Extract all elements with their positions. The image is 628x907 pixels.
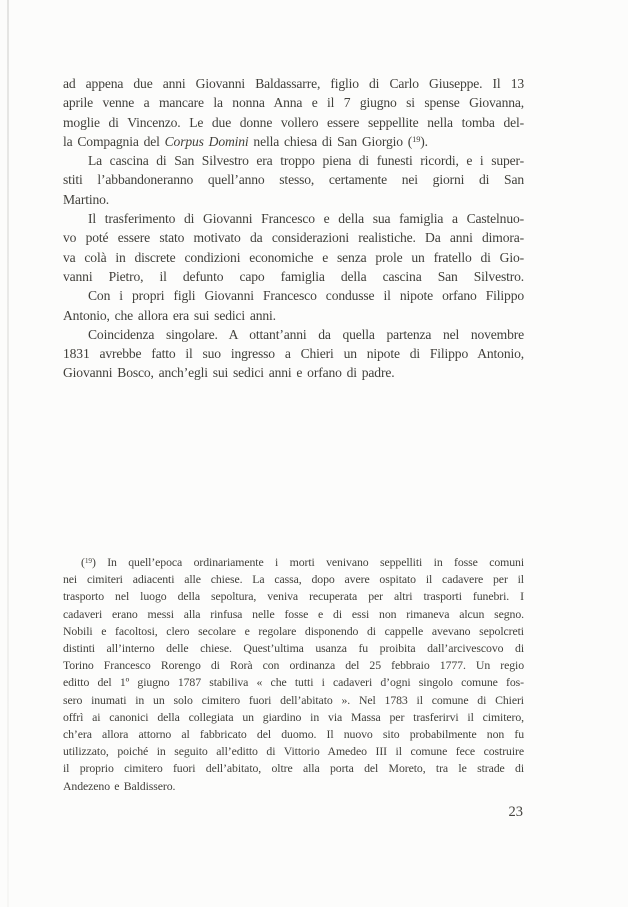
paragraph-2 — [63, 151, 524, 209]
page-number: 23 — [508, 804, 523, 820]
text-line: Con i propri figli Giovanni Francesco condusse il nipote orfano Filippo — [88, 288, 524, 304]
text-line: Giovanni Bosco, anch’egli sui sedici anni e orfano di padre. — [63, 365, 395, 381]
footnote-block — [63, 554, 524, 795]
text-line: Il trasferimento di Giovanni Francesco e della sua famiglia a Castelnuo- — [88, 211, 524, 227]
paragraph-5 — [63, 325, 524, 383]
text-line: Antonio, che allora era sui sedici anni. — [63, 307, 276, 323]
text-line: va colà in discrete condizioni economiche e senza prole un fratello di Gio- — [63, 249, 524, 265]
text-segment: ). — [420, 133, 428, 149]
main-text-block — [63, 74, 524, 383]
footnote-line: sero inumati in un solo cimitero fuori dell’abitato ». Nel 1783 il comune di Chieri — [63, 692, 524, 707]
italic-phrase: Corpus Domini — [164, 133, 249, 149]
text-line: Coincidenza singolare. A ottant’anni da quella partenza nel novembre — [88, 326, 524, 342]
scan-edge-artifact — [7, 0, 9, 907]
footnote-line — [63, 554, 524, 571]
footnote-number: 19 — [84, 555, 92, 565]
footnote-line: nei cimiteri adiacenti alle chiese. La cassa, dopo avere ospitato il cadavere per il — [63, 572, 524, 587]
footnote-line: il proprio cimitero fuori dell’abitato, oltre alla porta del Moreto, tra le strade di — [63, 761, 524, 776]
footnote-paragraph — [63, 554, 524, 795]
paragraph-1 — [63, 74, 524, 151]
text-line: La cascina di San Silvestro era troppo piena di funesti ricordi, e i super- — [88, 153, 524, 169]
footnote-line: Nobili e facoltosi, clero secolare e regolare disponendo di cappelle avevano sepolcreti — [63, 623, 524, 638]
text-line: vo poté essere stato motivato da considerazioni realistiche. Da anni dimora- — [63, 230, 524, 246]
footnote-line: utilizzato, poiché in seguito all’editto di Vittorio Amedeo III il comune fece costruire — [63, 744, 524, 759]
text-segment: la Compagnia del — [63, 133, 165, 149]
footnote-line: Torino Francesco Rorengo di Rorà con ordinanza del 25 febbraio 1777. Un regio — [63, 658, 524, 673]
paragraph-3 — [63, 209, 524, 286]
text-segment: nella chiesa di San Giorgio ( — [248, 133, 413, 149]
text-line: Martino. — [63, 191, 109, 207]
text-segment: ) In quell’epoca ordinariamente i morti venivano seppelliti in fosse comuni — [91, 555, 524, 569]
paragraph-4 — [63, 286, 524, 325]
footnote-line: editto del 1º giugno 1787 stabiliva « che tutti i cadaveri d’ogni singolo comune fos- — [63, 675, 524, 690]
footnote-marker: ( — [81, 555, 85, 569]
footnote-line: Andezeno e Baldissero. — [63, 778, 176, 793]
footnote-ref: 19 — [412, 134, 421, 145]
footnote-line: distinti all’interno delle chiese. Quest’ultima usanza fu proibita dall’arcivescovo di — [63, 641, 524, 656]
footnote-line: offrì ai canonici della collegiata un giardino in via Massa per trasferirvi il cimitero, — [63, 709, 524, 724]
footnote-line: trasporto nel luogo della sepoltura, veniva recuperata per altri trasporti funebri. I — [63, 589, 524, 604]
text-line: 1831 avrebbe fatto il suo ingresso a Chieri un nipote di Filippo Antonio, — [63, 346, 524, 362]
text-line — [63, 132, 524, 151]
footnote-line: cadaveri erano messi alla rinfusa nelle fosse e di essi non rimaneva alcun segno. — [63, 606, 524, 621]
text-line: ad appena due anni Giovanni Baldassarre, figlio di Carlo Giuseppe. Il 13 — [63, 76, 524, 91]
text-line: moglie di Vincenzo. Le due donne vollero essere seppellite nella tomba del- — [63, 114, 524, 130]
text-line: stiti l’abbandoneranno quell’anno stesso, certamente nei giorni di San — [63, 172, 524, 188]
footnote-line: ch’era allora attorno al fabbricato del duomo. Il nuovo sito probabilmente non fu — [63, 727, 524, 742]
text-line: aprile venne a mancare la nonna Anna e il 7 giugno si spense Giovanna, — [63, 95, 524, 111]
text-line: vanni Pietro, il defunto capo famiglia della cascina San Silvestro. — [63, 268, 524, 284]
